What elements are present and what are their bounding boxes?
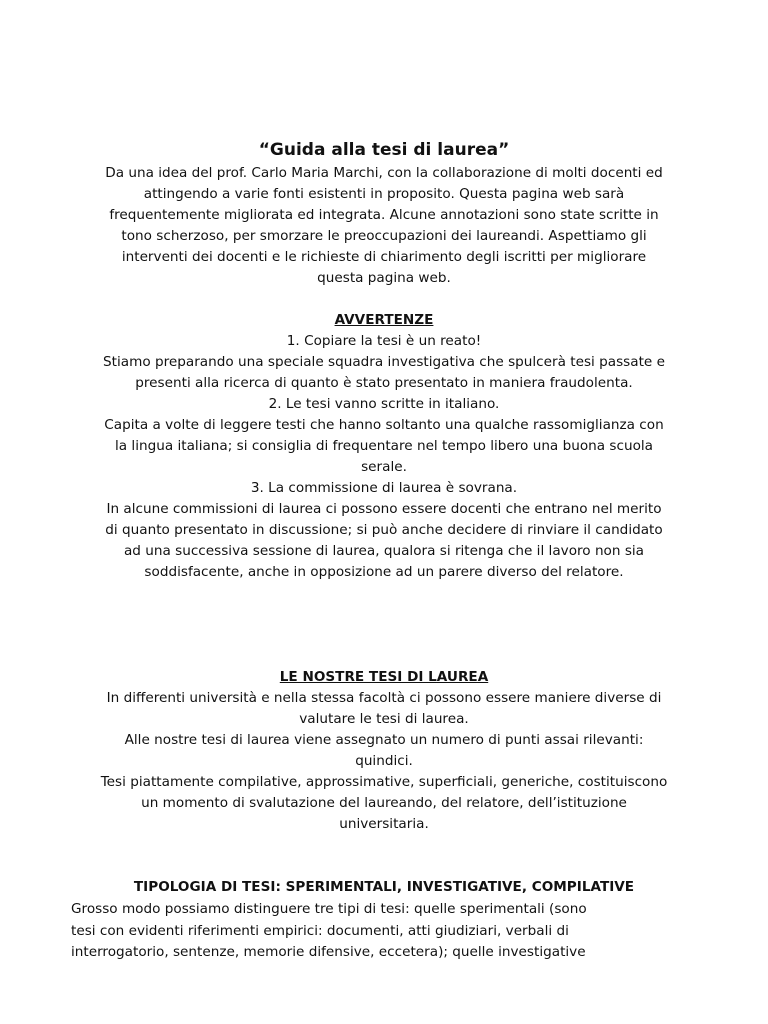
tipologia-heading: TIPOLOGIA DI TESI: SPERIMENTALI, INVESTIGATIVE, COMPILATIVE (133, 879, 635, 895)
nostre-tesi-paragraph: Alle nostre tesi di laurea viene assegnato un numero di punti assai rilevanti: quindici. (124, 732, 644, 769)
tipologia-line: Grosso modo possiamo distinguere tre tipi di tesi: quelle sperimentali (sono (71, 901, 587, 917)
nostre-tesi-paragraph: Tesi piattamente compilative, approssimative, superficiali, generiche, costituiscono un momento di svalutazione del laureando, del relatore, dell’istituzione universitaria. (100, 774, 668, 832)
intro-section (100, 163, 668, 289)
avvertenza-body: Stiamo preparando una speciale squadra investigativa che spulcerà tesi passate e presenti alla ricerca di quanto è stato presentato in maniera fraudolenta. (103, 354, 665, 391)
avvertenza-title: 2. Le tesi vanno scritte in italiano. (268, 396, 500, 412)
document-title: “Guida alla tesi di laurea” (258, 140, 510, 160)
avvertenza-title: 1. Copiare la tesi è un reato! (286, 333, 482, 349)
nostre-tesi-section (100, 667, 668, 835)
tipologia-line: tesi con evidenti riferimenti empirici: documenti, atti giudiziari, verbali di (71, 922, 569, 939)
avvertenze-heading: AVVERTENZE (334, 312, 434, 328)
avvertenza-body: Capita a volte di leggere testi che hanno soltanto una qualche rassomiglianza con la lingua italiana; si consiglia di frequentare nel tempo libero una buona scuola serale. (104, 417, 664, 475)
avvertenza-title: 3. La commissione di laurea è sovrana. (250, 480, 518, 496)
nostre-tesi-paragraph: In differenti università e nella stessa facoltà ci possono essere maniere diverse di valutare le tesi di laurea. (106, 690, 662, 727)
avvertenze-section (100, 310, 668, 583)
nostre-tesi-heading: LE NOSTRE TESI DI LAUREA (279, 669, 489, 685)
tipologia-line: interrogatorio, sentenze, memorie difensive, eccetera); quelle investigative (71, 944, 586, 960)
avvertenza-body: In alcune commissioni di laurea ci possono essere docenti che entrano nel merito di quanto presentato in discussione; si può anche decidere di rinviare il candidato ad una successiva sessione di laurea, qualora si ritenga che il lavoro non sia soddisfacente, anche in opposizione ad un parere diverso del relatore. (105, 501, 663, 580)
tipologia-paragraph (71, 899, 611, 964)
intro-paragraph: Da una idea del prof. Carlo Maria Marchi, con la collaborazione di molti docenti ed attingendo a varie fonti esistenti in proposito. Questa pagina web sarà frequentemente migliorata ed integrata. Alcune annotazioni sono state scritte in tono scherzoso, per smorzare le preoccupazioni dei laureandi. Aspettiamo gli interventi dei docenti e le richieste di chiarimento degli iscritti per migliorare questa pagina web. (105, 165, 663, 286)
